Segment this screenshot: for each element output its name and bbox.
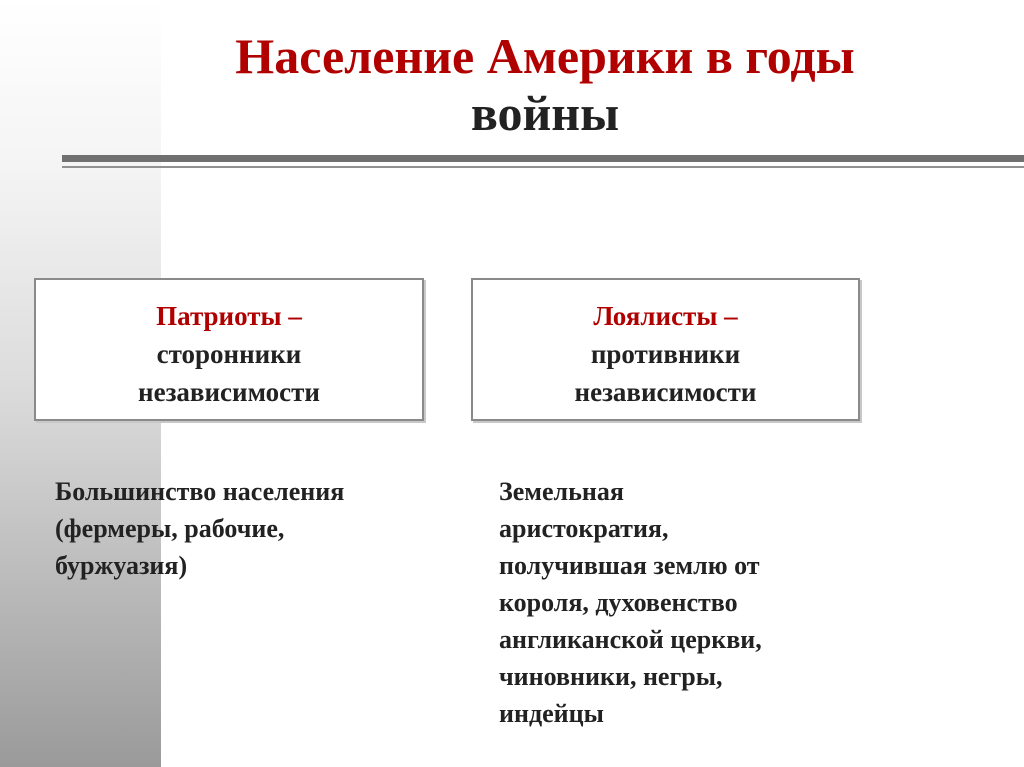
- title-divider-thick: [62, 155, 1024, 162]
- loyalists-description-line: аристократия,: [499, 514, 669, 543]
- loyalists-description: [499, 473, 899, 732]
- loyalists-line-3: независимости: [574, 377, 757, 407]
- loyalists-description-line: чиновники, негры,: [499, 662, 723, 691]
- slide-title: [150, 28, 940, 142]
- loyalists-line-2: противники: [590, 339, 741, 369]
- loyalists-heading: Лоялисты –: [593, 301, 738, 331]
- loyalists-description-line: получившая землю от: [499, 551, 760, 580]
- loyalists-description-line: Земельная: [499, 477, 624, 506]
- loyalists-description-line: короля, духовенство: [499, 588, 738, 617]
- title-divider-thin: [62, 166, 1024, 168]
- patriots-description-line: (фермеры, рабочие,: [55, 514, 285, 543]
- title-line-2: войны: [470, 85, 620, 141]
- patriots-description: [55, 473, 455, 584]
- patriots-line-2: сторонники: [156, 339, 302, 369]
- patriots-box: [34, 278, 424, 421]
- loyalists-box: [471, 278, 860, 421]
- patriots-description-line: Большинство населения: [55, 477, 345, 506]
- loyalists-description-line: англиканской церкви,: [499, 625, 762, 654]
- title-line-1: Население Америки в годы: [235, 28, 855, 84]
- loyalists-description-line: индейцы: [499, 699, 604, 728]
- patriots-heading: Патриоты –: [156, 301, 302, 331]
- patriots-line-3: независимости: [138, 377, 320, 407]
- patriots-description-line: буржуазия): [55, 551, 188, 580]
